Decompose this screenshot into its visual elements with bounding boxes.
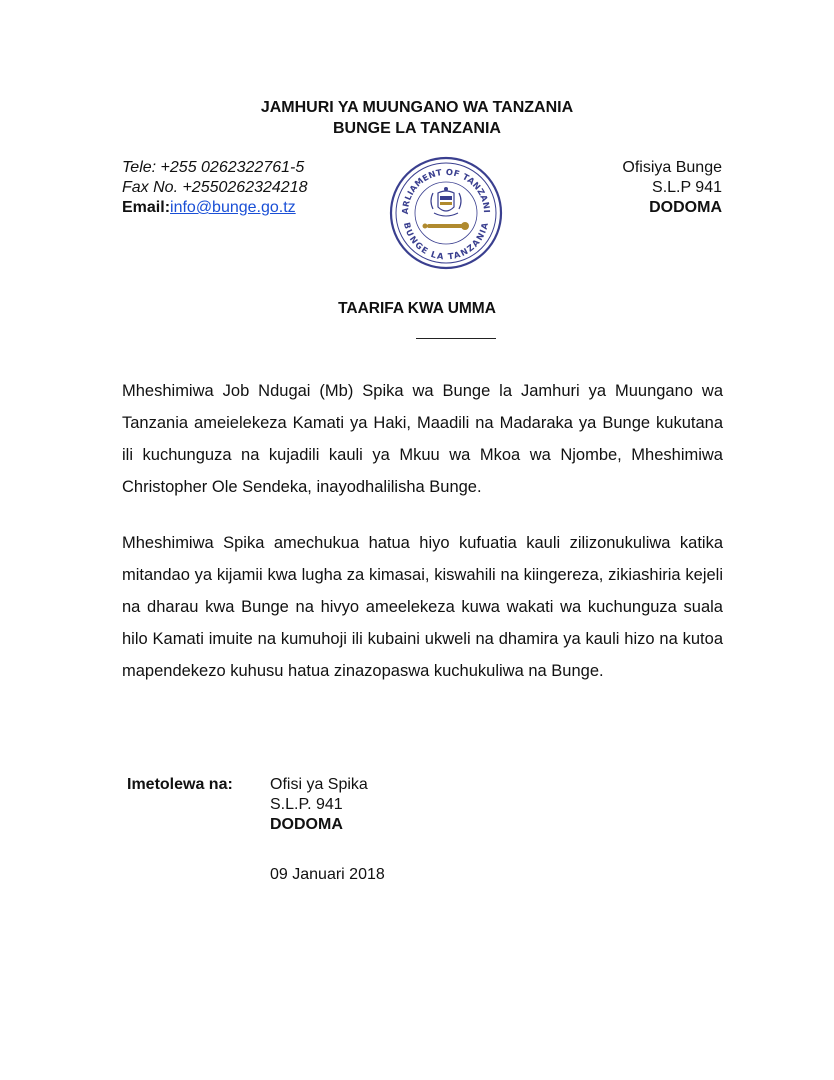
- po-box: S.L.P 941: [652, 179, 722, 196]
- coat-of-arms-icon: [431, 187, 461, 216]
- issued-by-label: Imetolewa na:: [127, 776, 233, 793]
- telephone-line: Tele: +255 0262322761-5: [122, 159, 305, 176]
- title-underline: [416, 338, 496, 339]
- body-paragraph-2: Mheshimiwa Spika amechukua hatua hiyo kufuatia kauli zilizonukuliwa katika mitandao ya kijamii kwa lugha za kimasai, kiswahili na kiingereza, zikiashiria kejeli na dharau kwa Bunge na hivyo ameelekeza kuwa wakati wa kuchunguza suala hilo Kamati imuite na kumuhoji ili kubaini ukweli na dhamira ya kauli hizo na kutoa mapendekezo kuhusu hatua zinazopaswa kuchukuliwa na Bunge.: [122, 534, 723, 680]
- city-name: DODOMA: [649, 199, 722, 216]
- letterhead-line-republic: JAMHURI YA MUUNGANO WA TANZANIA: [260, 99, 574, 116]
- parliament-seal-icon: [386, 153, 506, 273]
- email-line: [122, 198, 307, 218]
- office-name: Ofisiya Bunge: [622, 159, 722, 176]
- issuer-block: [270, 775, 368, 835]
- email-label: Email:: [122, 199, 171, 216]
- seal-bottom-text: BUNGE LA TANZANIA: [401, 221, 491, 262]
- letterhead-title: [0, 97, 834, 139]
- fax-line: Fax No. +2550262324218: [122, 179, 308, 196]
- issue-date: 09 Januari 2018: [270, 866, 385, 883]
- notice-title: TAARIFA KWA UMMA: [338, 300, 496, 317]
- mace-icon: [423, 222, 470, 230]
- letterhead-line-parliament: BUNGE LA TANZANIA: [333, 120, 501, 137]
- issuer-city: DODOMA: [270, 816, 343, 833]
- issuer-po-box: S.L.P. 941: [270, 796, 343, 813]
- email-link[interactable]: info@bunge.go.tz: [170, 199, 296, 216]
- contact-details-right: [622, 158, 722, 218]
- contact-details-left: [122, 158, 307, 218]
- issuer-office: Ofisi ya Spika: [270, 776, 368, 793]
- seal-top-text: ARLIAMENT OF TANZANI: [399, 166, 493, 215]
- body-paragraph-1: Mheshimiwa Job Ndugai (Mb) Spika wa Bunge la Jamhuri ya Muungano wa Tanzania ameielekeza Kamati ya Haki, Maadili na Madaraka ya Bunge kukutana ili kuchunguza na kujadili kauli ya Mkuu wa Mkoa wa Njombe, Mheshimiwa Christopher Ole Sendeka, inayodhalilisha Bunge.: [122, 382, 723, 496]
